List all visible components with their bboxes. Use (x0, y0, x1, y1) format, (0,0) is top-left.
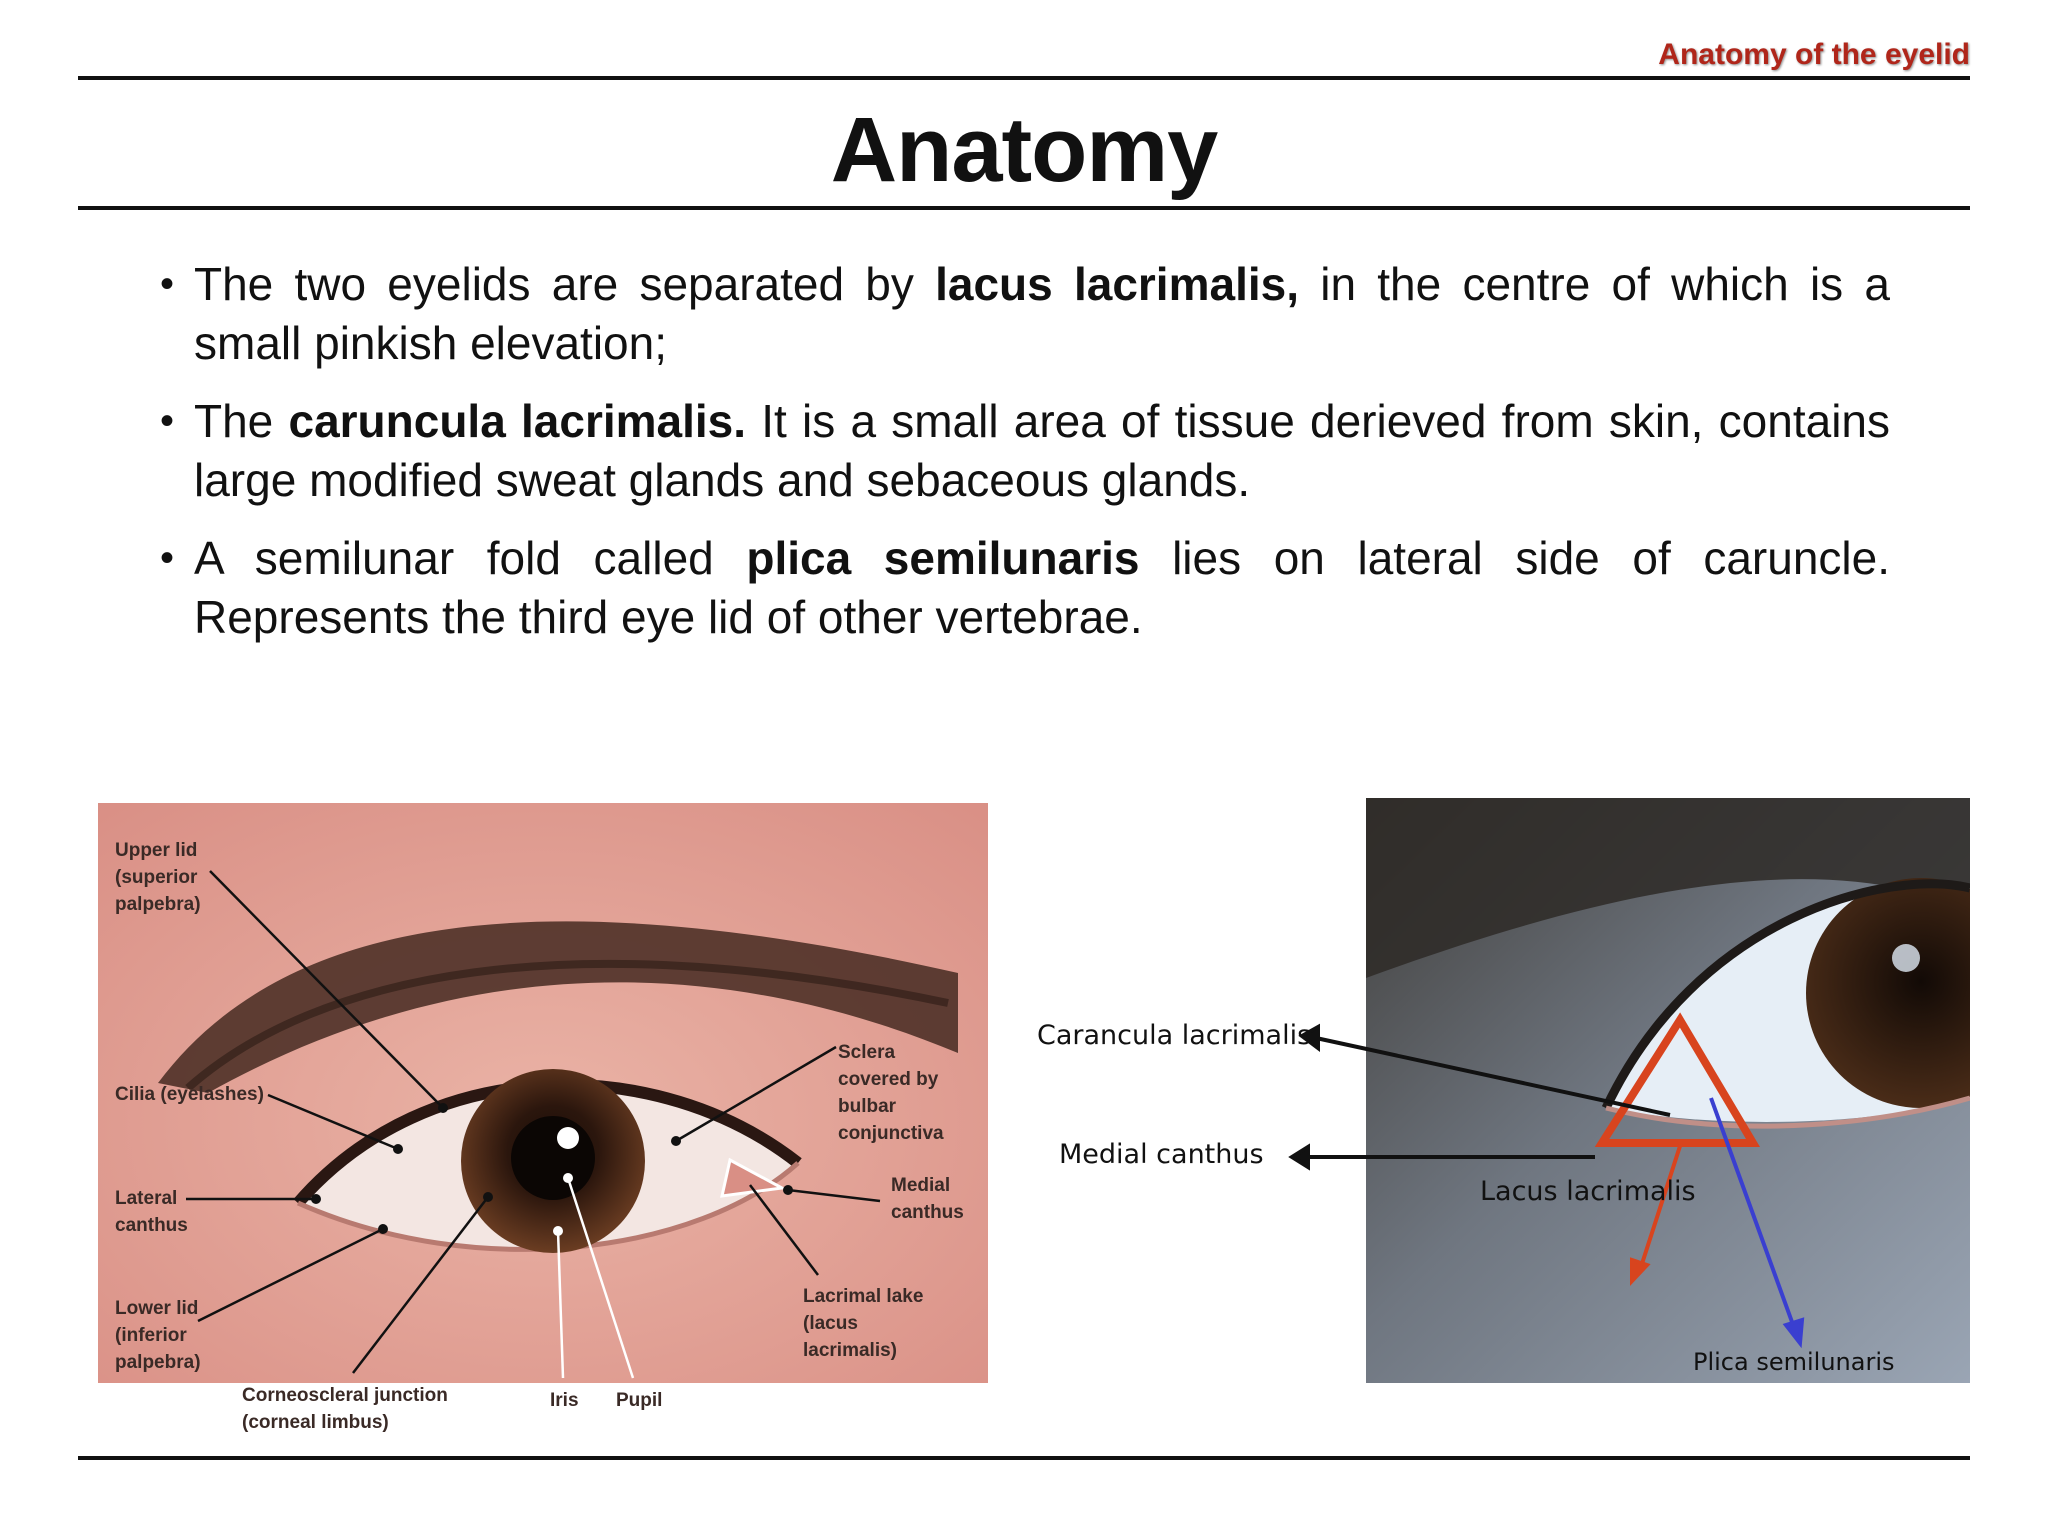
label-lacrimal-lake: Lacrimal lake (lacus lacrimalis) (803, 1286, 924, 1361)
bullet-text: A semilunar fold called (194, 532, 747, 584)
bullet-bold-term: plica semilunaris (746, 532, 1140, 584)
label-plica-semilunaris: Plica semilunaris (1693, 1348, 1895, 1376)
label-medial-canthus: Medial canthus (891, 1175, 964, 1223)
title-rule (78, 206, 1970, 210)
label-pupil: Pupil (616, 1390, 663, 1411)
top-rule (78, 76, 1970, 80)
bullet-bold-term: caruncula lacrimalis. (288, 395, 747, 447)
slide-title: Anatomy (830, 99, 1218, 201)
label-upper-lid: Upper lid (superior palpebra) (115, 840, 201, 915)
eye-anatomy-photo (98, 803, 988, 1383)
bottom-rule (78, 1456, 1970, 1460)
label-sclera: Sclera covered by bulbar conjunctiva (838, 1042, 944, 1144)
label-caruncula-lacrimalis: Carancula lacrimalis (1037, 1020, 1312, 1051)
bullet-item (160, 529, 1890, 647)
label-cilia: Cilia (eyelashes) (115, 1084, 264, 1105)
bullet-item (160, 255, 1890, 373)
label-medial-canthus-2: Medial canthus (1059, 1139, 1264, 1170)
bullet-text: The (194, 395, 289, 447)
bullet-bold-term: lacus lacrimalis, (935, 258, 1299, 310)
bullet-list (160, 255, 1890, 666)
label-lower-lid: Lower lid (inferior palpebra) (115, 1298, 201, 1373)
label-corneoscleral-junction: Corneoscleral junction (corneal limbus) (242, 1385, 448, 1433)
label-lateral-canthus: Lateral canthus (115, 1188, 188, 1236)
bullet-text: in the centre of which is a small pinkish elevation; (194, 258, 1890, 369)
bullet-text: It is a small area of tissue derieved from skin, contains large modified sweat glands and sebaceous glands. (194, 395, 1890, 506)
bullet-text: lies on lateral side of caruncle. Represents the third eye lid of other vertebrae. (194, 532, 1891, 643)
label-lacus-lacrimalis: Lacus lacrimalis (1480, 1176, 1696, 1207)
slide-topic: Anatomy of the eyelid (1658, 38, 1970, 71)
callout-arrows (1270, 1020, 1690, 1180)
bullet-item (160, 392, 1890, 510)
bullet-text: The two eyelids are separated by (194, 258, 936, 310)
label-iris: Iris (550, 1390, 579, 1411)
